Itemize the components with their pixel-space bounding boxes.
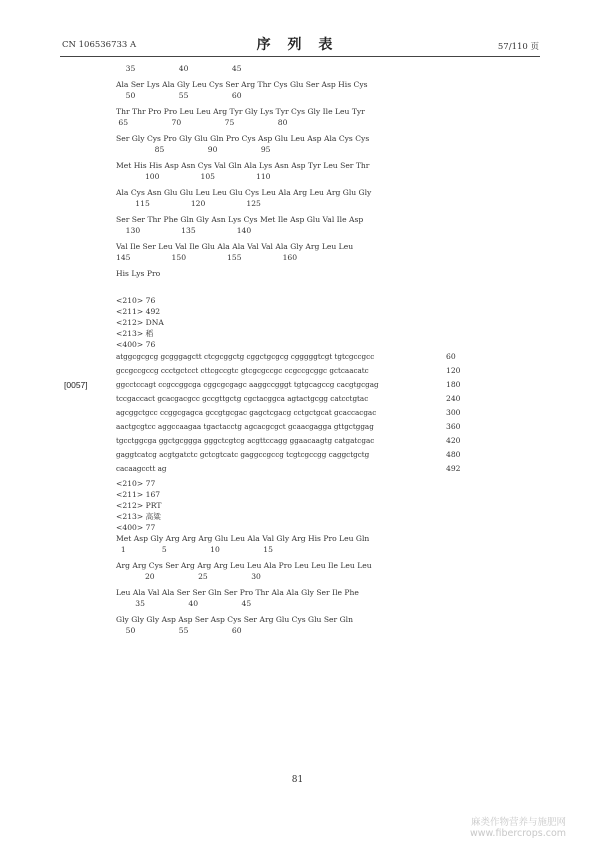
- doc-number: CN 106536733 A: [62, 40, 137, 50]
- amino-acid-row: Ser Gly Cys Pro Gly Glu Gln Pro Cys Asp Glu Leu Asp Ala Cys Cys: [116, 134, 370, 143]
- seq77-header: [116, 478, 466, 533]
- position-numbers: 50 55 60: [116, 91, 242, 100]
- base-count: 492: [446, 464, 461, 473]
- field-400: <400> 77: [116, 523, 156, 532]
- dna-sequence-text: gaggtcatcg acgtgatctc gctcgtcatc gaggccgccg tcgtcgccgg caggctgctg: [116, 450, 370, 459]
- base-count: 420: [446, 436, 461, 445]
- dna-row: [116, 450, 466, 464]
- page-of: 57/110 页: [497, 42, 539, 52]
- page-title: 序 列 表: [256, 37, 339, 53]
- base-count: 60: [446, 352, 456, 361]
- protein-block-2: [116, 533, 466, 636]
- dna-sequence-text: agcggctgcc ccggcgagca gccgtgcgac gagctcgacg cctgctgcat gcaccacgac: [116, 408, 377, 417]
- position-numbers: 50 55 60: [116, 626, 242, 635]
- position-numbers: 130 135 140: [116, 226, 252, 235]
- position-numbers: 100 105 110: [116, 172, 271, 181]
- position-numbers: 65 70 75 80: [116, 118, 288, 127]
- base-count: 300: [446, 408, 461, 417]
- position-numbers: 115 120 125: [116, 199, 261, 208]
- amino-acid-row: Met His His Asp Asn Cys Val Gln Ala Lys Asn Asp Tyr Leu Ser Thr: [116, 161, 370, 170]
- protein-block-1: [116, 63, 466, 279]
- base-count: 240: [446, 394, 461, 403]
- dna-sequence-text: aactgcgtcc aggccaagaa tgactacctg agcacgcgct gcaacgagga gttgctggag: [116, 422, 374, 431]
- amino-acid-row: Arg Arg Cys Ser Arg Arg Arg Leu Leu Ala Pro Leu Leu Ile Leu Leu: [116, 561, 372, 570]
- dna-row: [116, 464, 466, 478]
- field-213: <213> 高粱: [116, 512, 161, 521]
- base-count: 480: [446, 450, 461, 459]
- base-count: 360: [446, 422, 461, 431]
- dna-sequence-text: cacaagcctt ag: [116, 464, 167, 473]
- watermark-text: 麻类作物营养与施肥网: [471, 817, 567, 828]
- sequence-listing: [116, 63, 466, 641]
- dna-sequence-text: tgcctggcga ggctgcggga gggctcgtcg acgttccagg ggaacaagtg catgatcgac: [116, 436, 375, 445]
- paragraph-marker: [0057]: [64, 380, 88, 390]
- dna-sequence-text: ggcctccagt ccgccggcga cggcgcgagc aaggccgggt tgtgcagccg cacgtgcgag: [116, 380, 379, 389]
- field-211: <211> 492: [116, 307, 161, 316]
- dna-row: [116, 366, 466, 380]
- position-numbers: 1 5 10 15: [116, 545, 273, 554]
- position-numbers: 145 150 155 160: [116, 253, 298, 262]
- position-numbers: 85 90 95: [116, 145, 271, 154]
- amino-acid-row: Val Ile Ser Leu Val Ile Glu Ala Ala Val Val Ala Gly Arg Leu Leu: [116, 242, 354, 251]
- position-numbers: 35 40 45: [116, 599, 252, 608]
- field-210: <210> 77: [116, 479, 156, 488]
- dna-row: [116, 380, 466, 394]
- field-212: <212> PRT: [116, 501, 162, 510]
- position-numbers: 20 25 30: [116, 572, 261, 581]
- dna-row: [116, 436, 466, 450]
- field-400: <400> 76: [116, 340, 156, 349]
- amino-acid-row: Ala Cys Asn Glu Glu Leu Leu Glu Cys Leu Ala Arg Leu Arg Glu Gly: [116, 188, 372, 197]
- amino-acid-row: Thr Thr Pro Pro Leu Leu Arg Tyr Gly Lys Tyr Cys Gly Ile Leu Tyr: [116, 107, 365, 116]
- dna-row: [116, 394, 466, 408]
- field-210: <210> 76: [116, 296, 156, 305]
- dna-sequence-text: tccgaccact gcacgacgcc gccgttgctg cgctacggca agtactgcgg catcctgtac: [116, 394, 369, 403]
- base-count: 180: [446, 380, 461, 389]
- dna-sequence: [116, 352, 466, 478]
- amino-acid-row: Ala Ser Lys Ala Gly Leu Cys Ser Arg Thr Cys Glu Ser Asp His Cys: [116, 80, 368, 89]
- field-213: <213> 稻: [116, 329, 154, 338]
- watermark-url: www.fibercrops.com: [470, 828, 567, 839]
- amino-acid-row: Ser Ser Thr Phe Gln Gly Asn Lys Cys Met Ile Asp Glu Val Ile Asp: [116, 215, 364, 224]
- base-count: 120: [446, 366, 461, 375]
- page-number: 81: [291, 775, 304, 785]
- seq76-header: [116, 295, 466, 350]
- dna-row: [116, 408, 466, 422]
- dna-sequence-text: gccgccgccg ccctgctcct cttcgccgtc gtcgcgccgc ccgccgcggc gctcaacatc: [116, 366, 369, 375]
- amino-acid-row: His Lys Pro: [116, 269, 161, 278]
- dna-row: [116, 352, 466, 366]
- field-212: <212> DNA: [116, 318, 164, 327]
- dna-sequence-text: atggcgcgcg gcgggagctt ctcgcggctg cggctgcgcg cgggggtcgt tgtcgccgcc: [116, 352, 375, 361]
- dna-row: [116, 422, 466, 436]
- position-numbers: 35 40 45: [116, 64, 242, 73]
- field-211: <211> 167: [116, 490, 161, 499]
- header-rule: [60, 56, 540, 57]
- amino-acid-row: Leu Ala Val Ala Ser Ser Gln Ser Pro Thr Ala Ala Gly Ser Ile Phe: [116, 588, 359, 597]
- amino-acid-row: Gly Gly Gly Asp Asp Ser Asp Cys Ser Arg Glu Cys Glu Ser Gln: [116, 615, 353, 624]
- amino-acid-row: Met Asp Gly Arg Arg Arg Glu Leu Ala Val Gly Arg His Pro Leu Gln: [116, 534, 370, 543]
